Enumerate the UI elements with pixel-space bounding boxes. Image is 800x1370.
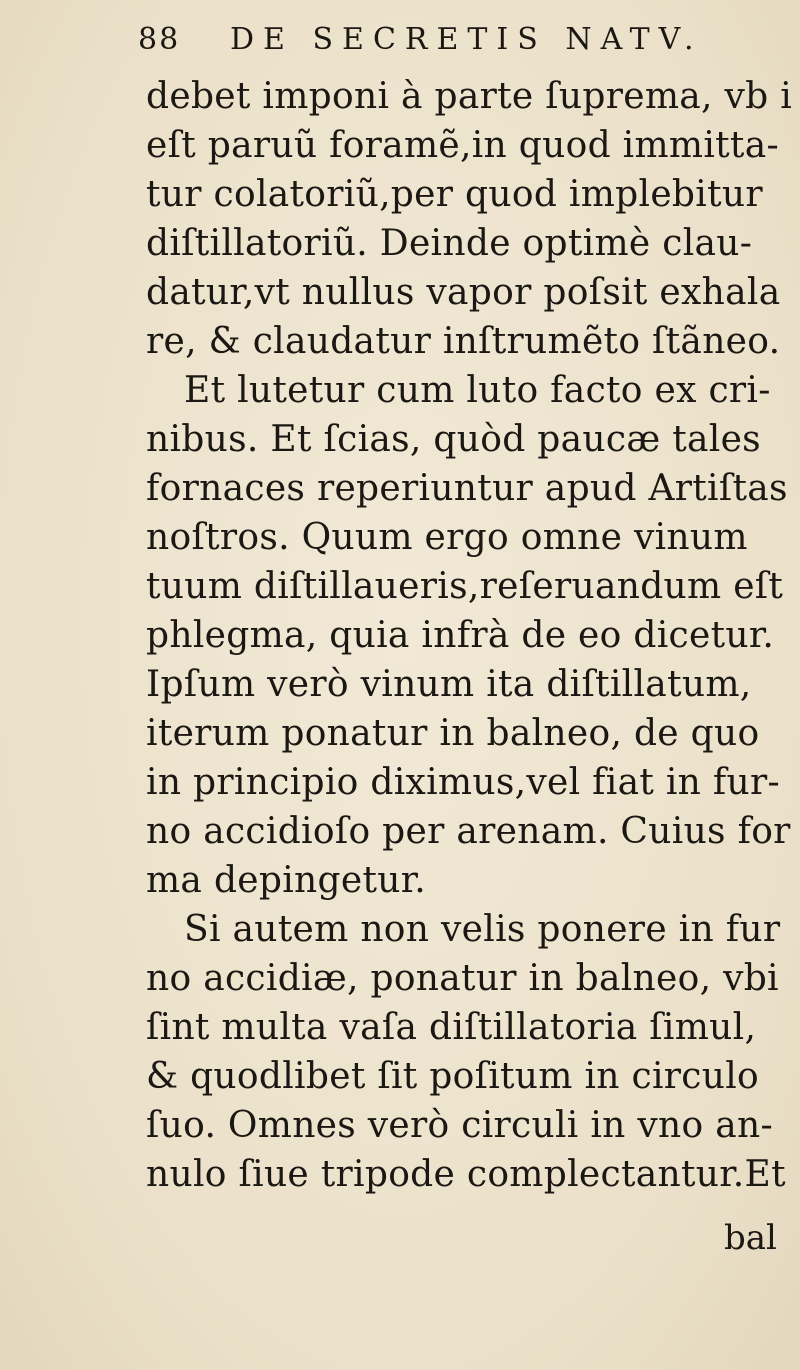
text-line: diſtillatoriũ. Deinde optimè clau- [146,223,753,264]
text-line: eſt paruũ foramẽ,in quod immitta- [146,125,779,166]
text-line: in principio diximus,vel fiat in fur- [146,762,780,803]
text-line: re, & claudatur inſtrumẽto ſtãneo. [146,321,781,362]
text-line: debet imponi à parte ſuprema, vb i [146,76,792,117]
text-line: no accidioſo per arenam. Cuius for [146,811,791,852]
text-line: datur,vt nullus vapor poſsit exhala [146,272,781,313]
page-number: 88 [138,22,181,57]
text-line: noſtros. Quum ergo omne vinum [146,517,748,558]
text-line: nulo ſiue tripode complectantur.Et [146,1154,786,1195]
page-header [138,22,738,68]
text-line: ſint multa vaſa diſtillatoria ſimul, [146,1007,757,1048]
text-line: tuum diſtillaueris,reſeruandum eſt [146,566,784,607]
text-line: Et lutetur cum luto facto ex cri- [184,370,771,411]
text-line: no accidiæ, ponatur in balneo, vbi [146,958,779,999]
body-text [146,72,792,1199]
catchword: bal [724,1218,777,1258]
text-line: tur colatoriũ,per quod implebitur [146,174,763,215]
running-title: DE SECRETIS NATV. [230,22,703,57]
text-line: iterum ponatur in balneo, de quo [146,713,760,754]
text-line: Ipſum verò vinum ita diſtillatum, [146,664,752,705]
text-line: ſuo. Omnes verò circuli in vno an- [146,1105,773,1146]
text-line: fornaces reperiuntur apud Artiſtas [146,468,788,509]
text-line: nibus. Et ſcias, quòd paucæ tales [146,419,761,460]
text-line: & quodlibet ſit poſitum in circulo [146,1056,760,1097]
text-line: ma depingetur. [146,860,427,901]
text-line: phlegma, quia infrà de eo dicetur. [146,615,775,656]
text-line: Si autem non velis ponere in fur [184,909,781,950]
